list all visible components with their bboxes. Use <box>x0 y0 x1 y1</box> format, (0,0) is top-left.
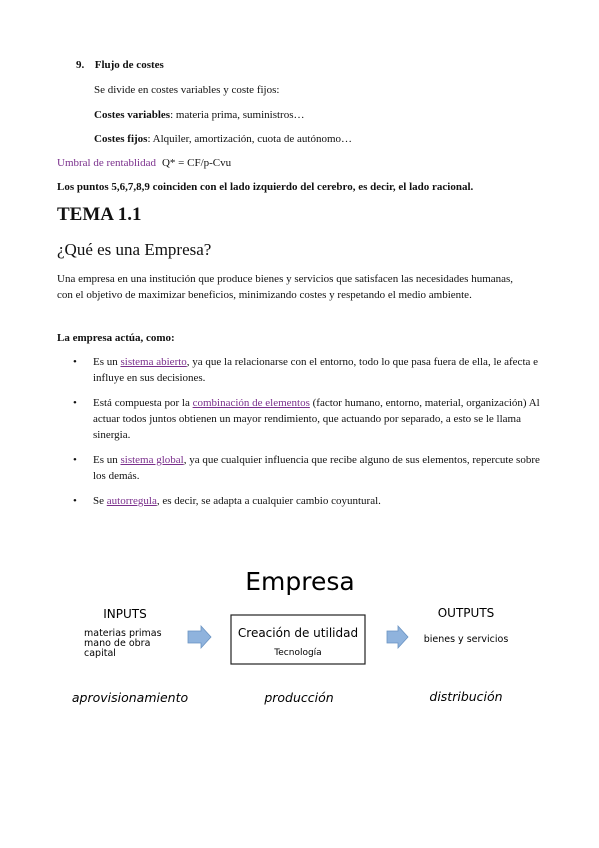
umbral-label: Umbral de rentablidad <box>57 157 156 169</box>
actua-heading: La empresa actúa, como: <box>57 332 175 344</box>
inputs-title: INPUTS <box>103 607 147 621</box>
stage-produccion: producción <box>264 690 334 705</box>
bullet-list <box>73 354 543 518</box>
bullet-pre: Se <box>93 495 107 507</box>
tema-heading: TEMA 1.1 <box>57 204 142 225</box>
intro-paragraph: Una empresa en una institución que produce bienes y servicios que satisfacen las necesidades humanas, con el objetivo de maximizar beneficios, minimizando costes y respetando el medio ambiente. <box>57 273 514 301</box>
list-item <box>73 452 543 484</box>
bullet-pre: Está compuesta por la <box>93 397 193 409</box>
bullet-link-sistema-abierto[interactable]: sistema abierto <box>120 356 187 368</box>
center-title: Creación de utilidad <box>237 626 359 640</box>
bullet-icon: • <box>73 356 77 368</box>
costes-fijos-text: : Alquiler, amortización, cuota de autónomo… <box>147 133 352 145</box>
costes-variables-label: Costes variables <box>94 109 171 121</box>
puntos-note: Los puntos 5,6,7,8,9 coinciden con el lado izquierdo del cerebro, es decir, el lado racional. <box>57 181 474 193</box>
costes-variables-line <box>94 107 305 123</box>
bullet-pre: Es un <box>93 356 121 368</box>
list-item <box>73 395 543 443</box>
outputs-title: OUTPUTS <box>437 606 495 620</box>
bullet-link-combinacion[interactable]: combinación de elementos <box>192 397 310 409</box>
right-arrow-icon <box>387 626 408 648</box>
umbral-formula: Q* = CF/p-Cvu <box>161 157 232 169</box>
right-arrow-icon <box>188 626 211 648</box>
umbral-line <box>57 155 231 171</box>
bullet-icon: • <box>73 454 77 466</box>
divide-text: Se divide en costes variables y coste fijos: <box>94 84 280 96</box>
stage-distribucion: distribución <box>429 689 503 704</box>
inputs-item: mano de obra <box>84 638 151 649</box>
inputs-item: capital <box>84 648 116 659</box>
inputs-item: materias primas <box>84 628 162 639</box>
bullet-post: (factor humano, entorno, material, organización) Al actuar todos juntos obtienen un mayor rendimiento, que actuando por separado, a esto se le llama sinergia. <box>93 397 540 441</box>
bullet-icon: • <box>73 397 77 409</box>
bullet-link-sistema-global[interactable]: sistema global <box>120 454 184 466</box>
list-item <box>73 493 543 509</box>
stage-aprovisionamiento: aprovisionamiento <box>71 690 189 705</box>
bullet-link-autorregula[interactable]: autorregula <box>106 495 157 507</box>
bullet-post: , ya que la relacionarse con el entorno, todo lo que pasa fuera de ella, le afecta e influye en sus decisiones. <box>93 356 539 384</box>
diagram-title: Empresa <box>245 567 355 596</box>
empresa-diagram <box>60 560 540 720</box>
costes-fijos-line <box>94 131 352 147</box>
page-subtitle: ¿Qué es una Empresa? <box>57 240 212 259</box>
costes-fijos-label: Costes fijos <box>94 133 148 145</box>
costes-variables-text: : materia prima, suministros… <box>170 109 305 121</box>
list-item <box>73 354 543 386</box>
item-title: Flujo de costes <box>94 59 164 71</box>
outputs-item: bienes y servicios <box>423 634 509 645</box>
bullet-post: , es decir, se adapta a cualquier cambio coyuntural. <box>156 495 381 507</box>
bullet-icon: • <box>73 495 77 507</box>
section-heading-flujo-costes <box>76 57 164 73</box>
item-number: 9. <box>76 59 85 71</box>
bullet-pre: Es un <box>93 454 121 466</box>
bullet-post: , ya que cualquier influencia que recibe alguno de sus elementos, repercute sobre los demás. <box>93 454 540 482</box>
center-sub: Tecnología <box>274 648 322 658</box>
